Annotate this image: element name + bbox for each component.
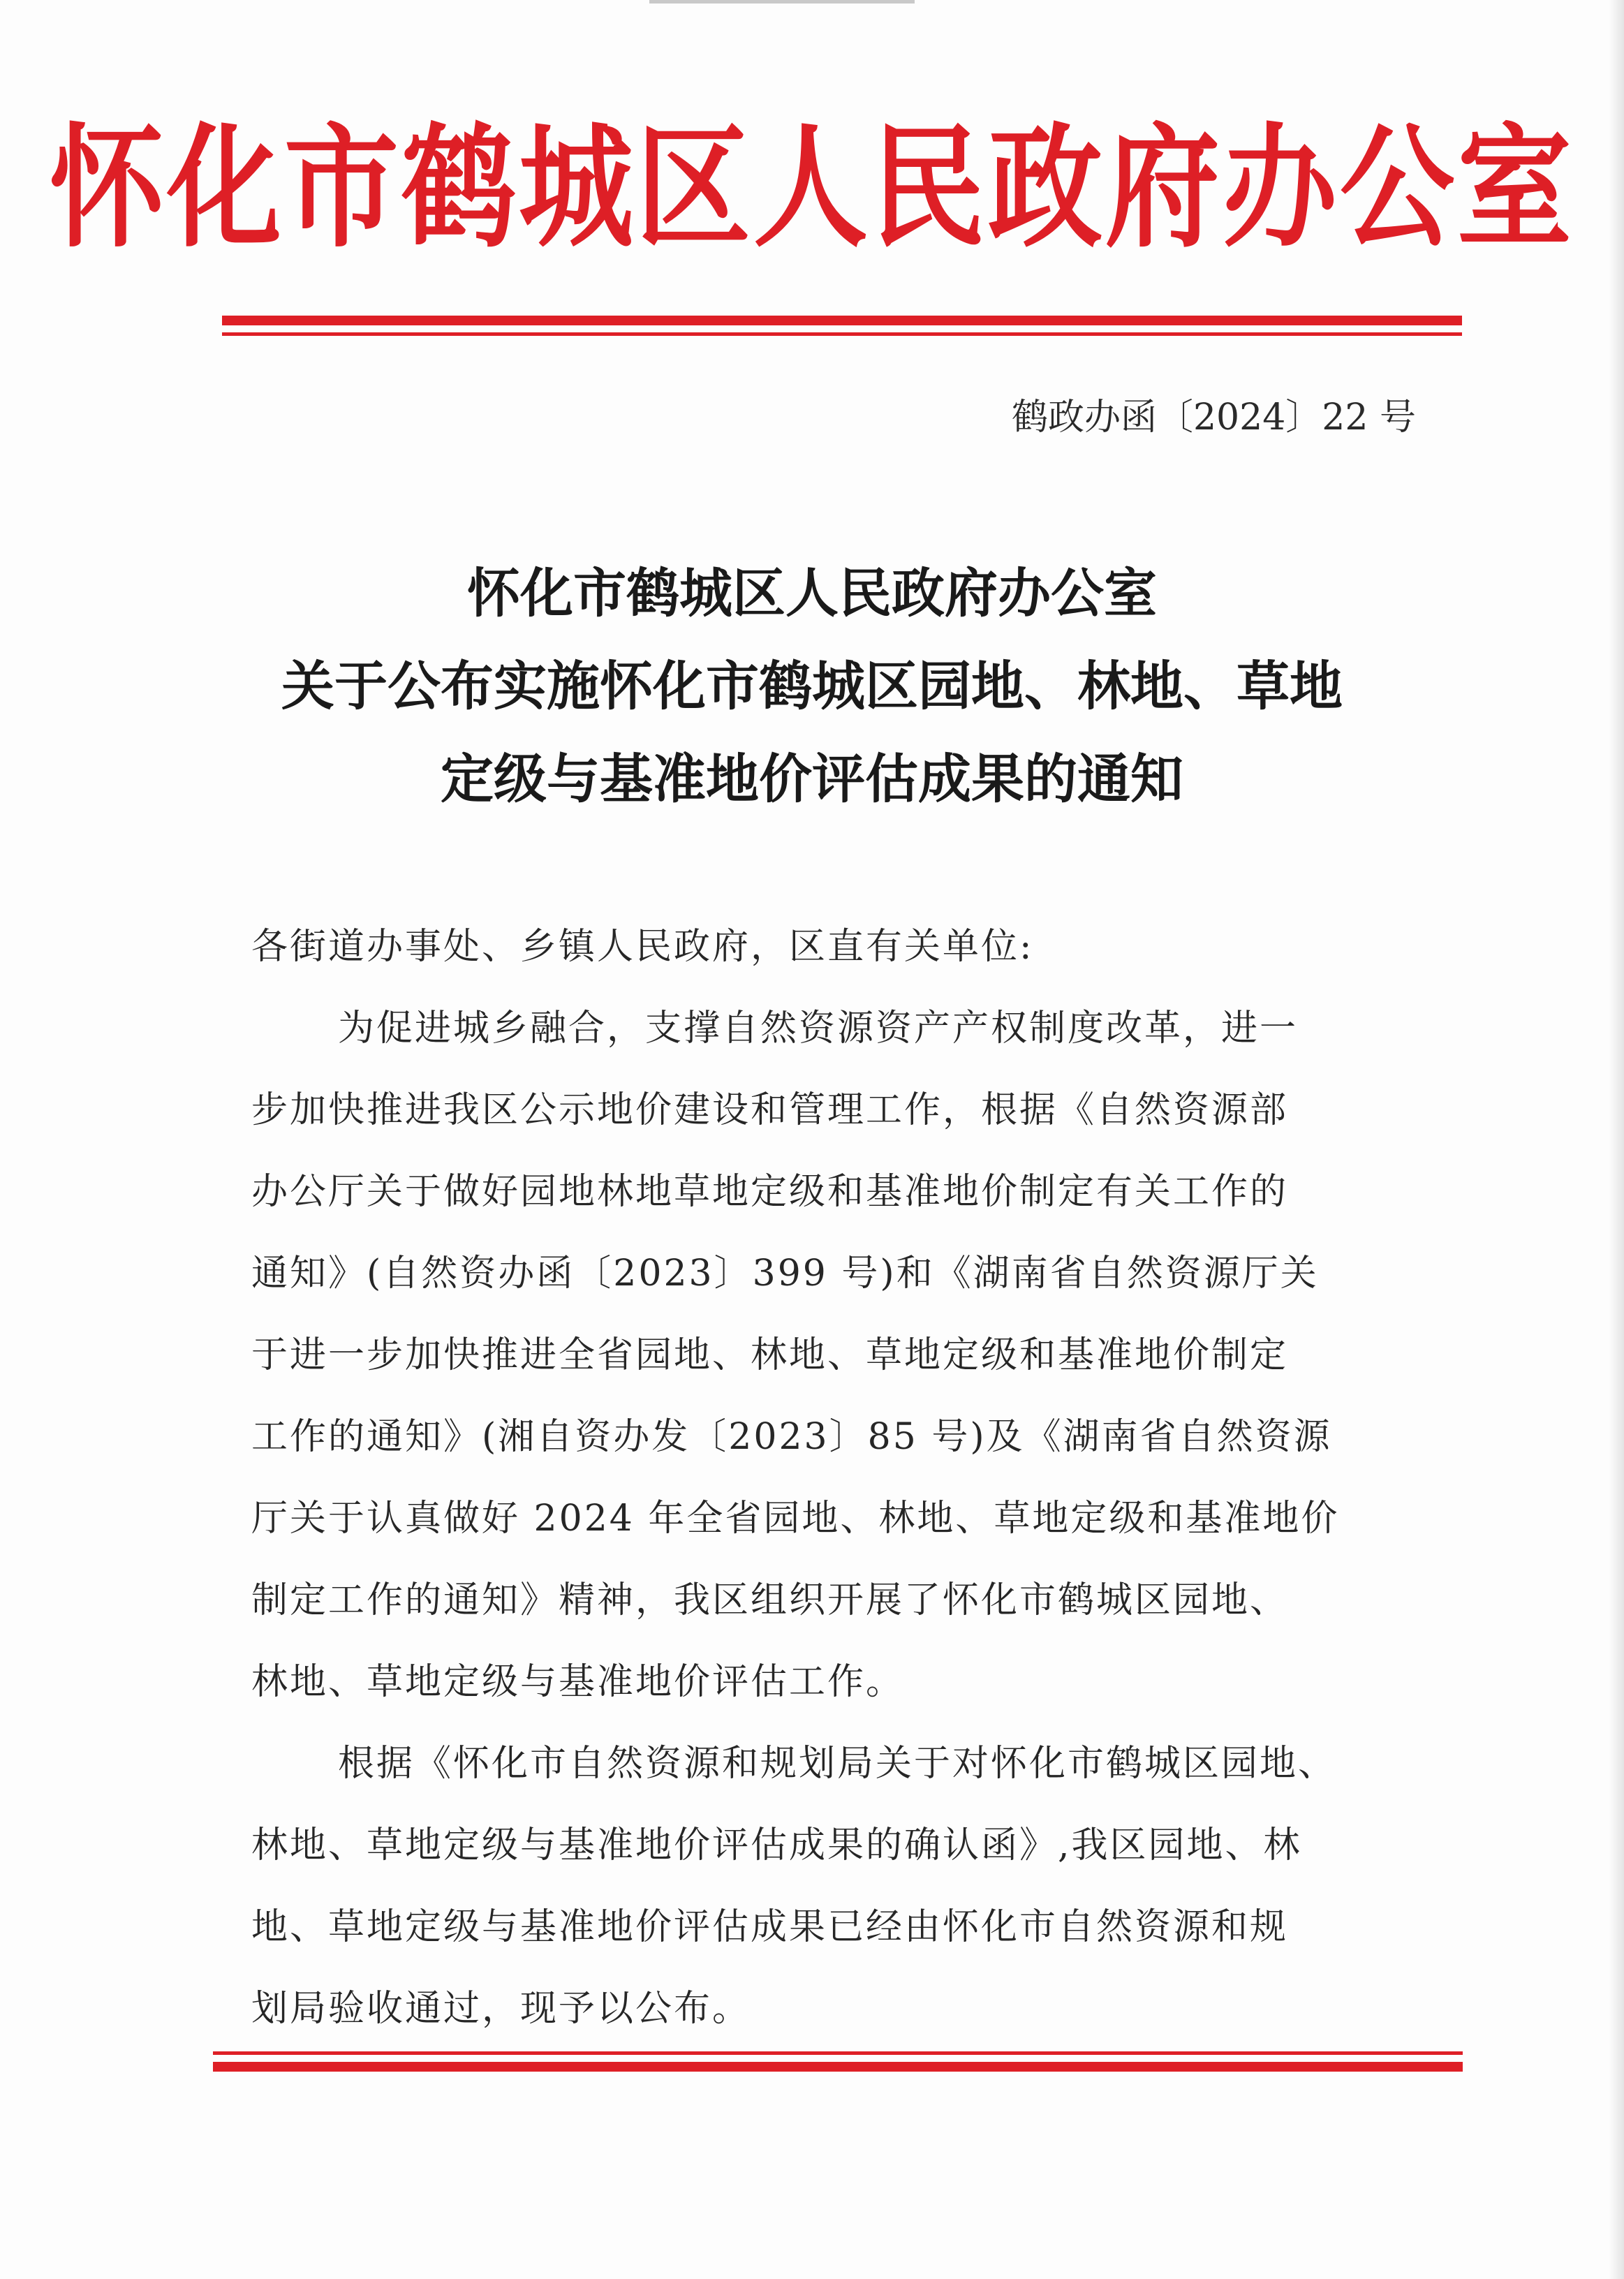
paragraph-2-line: 划局验收通过，现予以公布。: [251, 1988, 751, 2030]
paragraph-1-line: 于进一步加快推进全省园地、林地、草地定级和基准地价制定: [251, 1334, 1289, 1376]
title-line-3: 定级与基准地价评估成果的通知: [441, 748, 1183, 810]
paragraph-1-line: 林地、草地定级与基准地价评估工作。: [251, 1661, 905, 1703]
paragraph-1-line: 制定工作的通知》精神，我区组织开展了怀化市鹤城区园地、: [251, 1579, 1289, 1621]
title-line-2: 关于公布实施怀化市鹤城区园地、林地、草地: [281, 655, 1343, 717]
title-line-1: 怀化市鹤城区人民政府办公室: [467, 562, 1157, 624]
footer-rule-thin: [213, 2051, 1463, 2055]
salutation: 各街道办事处、乡镇人民政府，区直有关单位:: [251, 926, 1034, 968]
paragraph-1-line: 工作的通知》(湘自资办发〔2023〕85 号)及《湖南省自然资源: [251, 1416, 1332, 1458]
masthead-rule-thin: [222, 332, 1462, 336]
paragraph-1-line: 办公厅关于做好园地林地草地定级和基准地价制定有关工作的: [251, 1171, 1289, 1213]
masthead-org-name: 怀化市鹤城区人民政府办公室: [49, 110, 1574, 266]
masthead-rule-thick: [222, 316, 1462, 325]
paragraph-2-line: 地、草地定级与基准地价评估成果已经由怀化市自然资源和规: [251, 1906, 1289, 1948]
paragraph-2-line: 林地、草地定级与基准地价评估成果的确认函》,我区园地、林: [251, 1824, 1302, 1866]
scan-top-mark: [649, 0, 915, 3]
paragraph-1-line: 厅关于认真做好 2024 年全省园地、林地、草地定级和基准地价: [251, 1498, 1340, 1540]
paragraph-2-line: 根据《怀化市自然资源和规划局关于对怀化市鹤城区园地、: [338, 1743, 1337, 1785]
paragraph-1-line: 步加快推进我区公示地价建设和管理工作，根据《自然资源部: [251, 1089, 1289, 1131]
document-number: 鹤政办函〔2024〕22 号: [1011, 397, 1416, 438]
paragraph-1-line: 为促进城乡融合，支撑自然资源资产产权制度改革，进一: [338, 1008, 1299, 1049]
footer-rule-thick: [213, 2062, 1463, 2072]
scan-edge-shadow: [1609, 0, 1624, 2279]
paragraph-1-line: 通知》(自然资办函〔2023〕399 号)和《湖南省自然资源厅关: [251, 1253, 1319, 1295]
